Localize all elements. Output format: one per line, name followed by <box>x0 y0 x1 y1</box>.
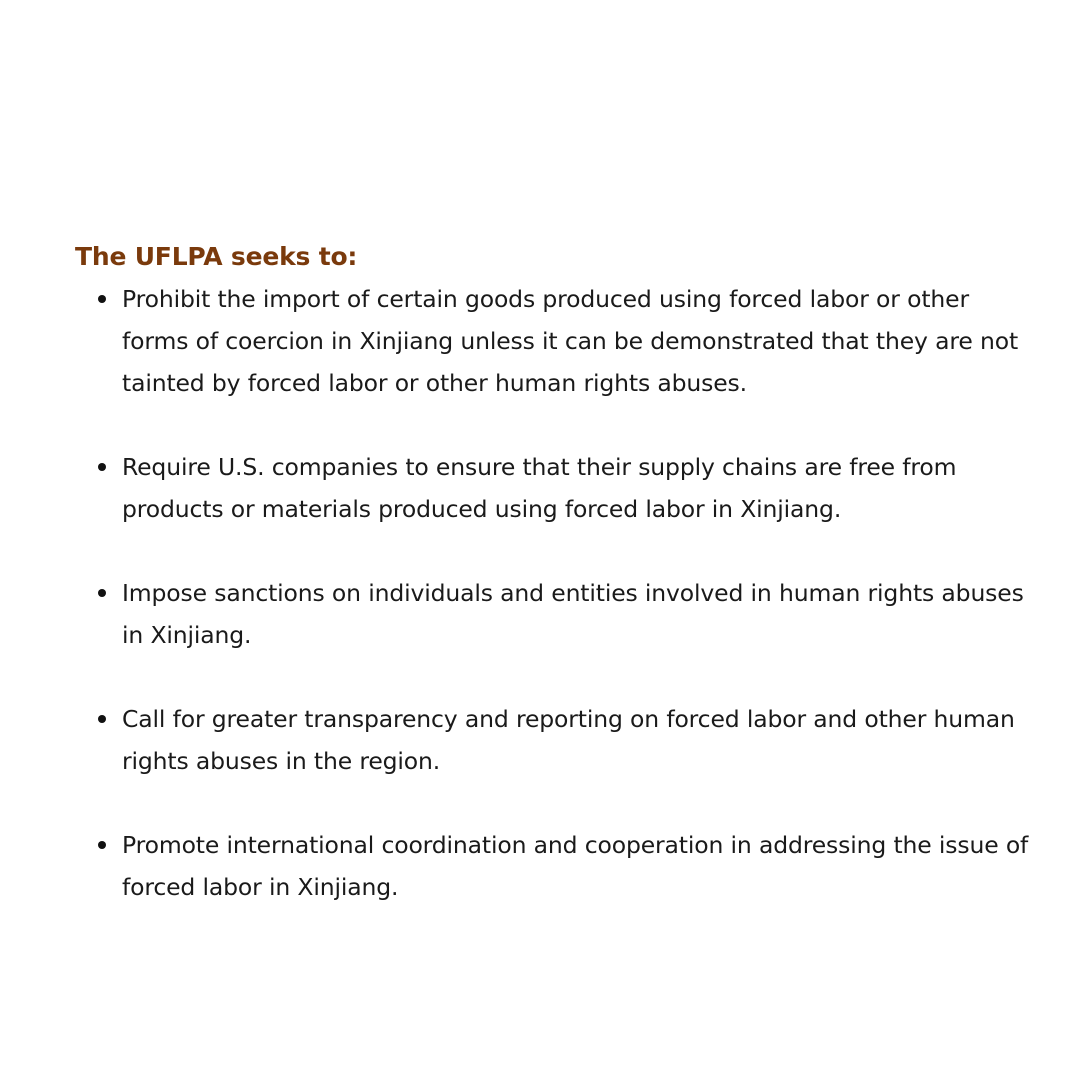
bullet-icon <box>98 841 106 849</box>
bullet-icon <box>98 295 106 303</box>
content-section <box>75 236 1035 908</box>
list-item <box>75 824 1035 908</box>
bullet-list <box>75 278 1035 908</box>
list-item-text: Impose sanctions on individuals and entities involved in human rights abuses in Xinjiang. <box>122 579 1024 649</box>
list-item-text: Promote international coordination and cooperation in addressing the issue of forced labor in Xinjiang. <box>122 831 1029 901</box>
bullet-icon <box>98 463 106 471</box>
list-item <box>75 698 1035 782</box>
list-item <box>75 572 1035 656</box>
list-item-text: Require U.S. companies to ensure that their supply chains are free from products or materials produced using forced labor in Xinjiang. <box>122 453 957 523</box>
bullet-icon <box>98 589 106 597</box>
list-item <box>75 446 1035 530</box>
section-heading: The UFLPA seeks to: <box>75 242 358 271</box>
list-item-text: Call for greater transparency and reporting on forced labor and other human rights abuses in the region. <box>122 705 1015 775</box>
list-item <box>75 278 1035 404</box>
bullet-icon <box>98 715 106 723</box>
list-item-text: Prohibit the import of certain goods produced using forced labor or other forms of coercion in Xinjiang unless it can be demonstrated that they are not tainted by forced labor or other human rights abuses. <box>122 285 1019 397</box>
